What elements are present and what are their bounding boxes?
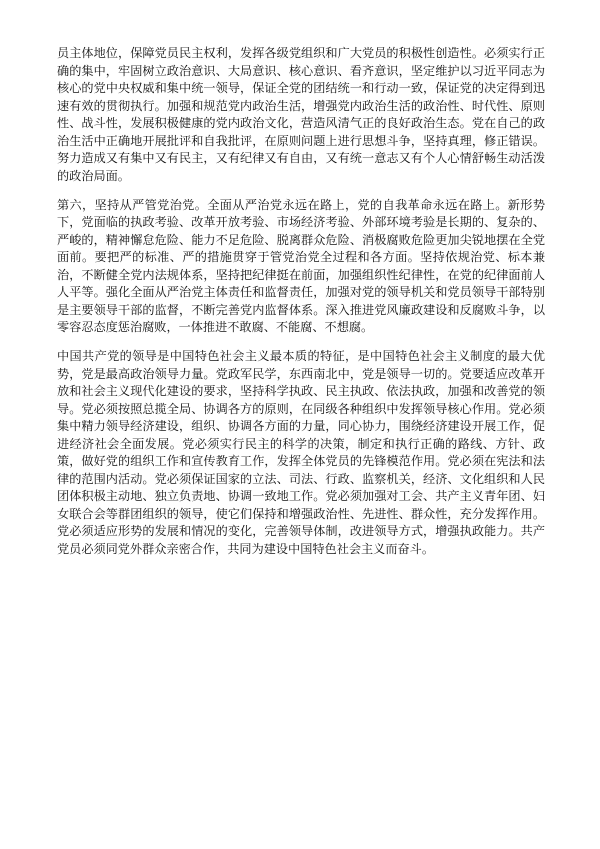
paragraph-inner-party-democracy-continuation: 员主体地位，保障党员民主权利，发挥各级党组织和广大党员的积极性创造性。必须实行正确的集中，牢固树立政治意识、大局意识、核心意识、看齐意识，坚定维护以习近平同志为核心的党中央权威和集中统一领导，保证全党的团结统一和行动一致，保证党的决定得到迅速有效的贯彻执行。加强和规范党内政治生活，增强党内政治生活的政治性、时代性、原则性、战斗性，发展积极健康的党内政治文化，营造风清气正的良好政治生态。党在自己的政治生活中正确地开展批评和自我批评，在原则问题上进行思想斗争，坚持真理，修正错误。努力造成又有集中又有民主，又有纪律又有自由，又有统一意志又有个人心情舒畅生动活泼的政治局面。 — [57, 46, 545, 183]
paragraph-party-leadership: 中国共产党的领导是中国特色社会主义最本质的特征，是中国特色社会主义制度的最大优势，党是最高政治领导力量。党政军民学，东西南北中，党是领导一切的。党要适应改革开放和社会主义现代化建设的要求，坚持科学执政、民主执政、依法执政，加强和改善党的领导。党必须按照总揽全局、协调各方的原则，在同级各种组织中发挥领导核心作用。党必须集中精力领导经济建设，组织、协调各方面的力量，同心协力，围绕经济建设开展工作，促进经济社会全面发展。党必须实行民主的科学的决策，制定和执行正确的路线、方针、政策，做好党的组织工作和宣传教育工作，发挥全体党员的先锋模范作用。党必须在宪法和法律的范围内活动。党必须保证国家的立法、司法、行政、监察机关，经济、文化组织和人民团体积极主动地、独立负责地、协调一致地工作。党必须加强对工会、共产主义青年团、妇女联合会等群团组织的领导，使它们保持和增强政治性、先进性、群众性，充分发挥作用。党必须适应形势的发展和情况的变化，完善领导体制，改进领导方式，增强执政能力。共产党员必须同党外群众亲密合作，共同为建设中国特色社会主义而奋斗。 — [57, 349, 545, 556]
paragraph-sixth-strict-party-governance: 第六，坚持从严管党治党。全面从严治党永远在路上，党的自我革命永远在路上。新形势下，党面临的执政考验、改革开放考验、市场经济考验、外部环境考验是长期的、复杂的、严峻的，精神懈怠危险、能力不足危险、脱离群众危险、消极腐败危险更加尖锐地摆在全党面前。要把严的标准、严的措施贯穿于管党治党全过程和各方面。坚持依规治党、标本兼治，不断健全党内法规体系，坚持把纪律挺在前面，加强组织性纪律性，在党的纪律面前人人平等。强化全面从严治党主体责任和监督责任，加强对党的领导机关和党员领导干部特别是主要领导干部的监督，不断完善党内监督体系。深入推进党风廉政建设和反腐败斗争，以零容忍态度惩治腐败，一体推进不敢腐、不能腐、不想腐。 — [57, 197, 545, 334]
